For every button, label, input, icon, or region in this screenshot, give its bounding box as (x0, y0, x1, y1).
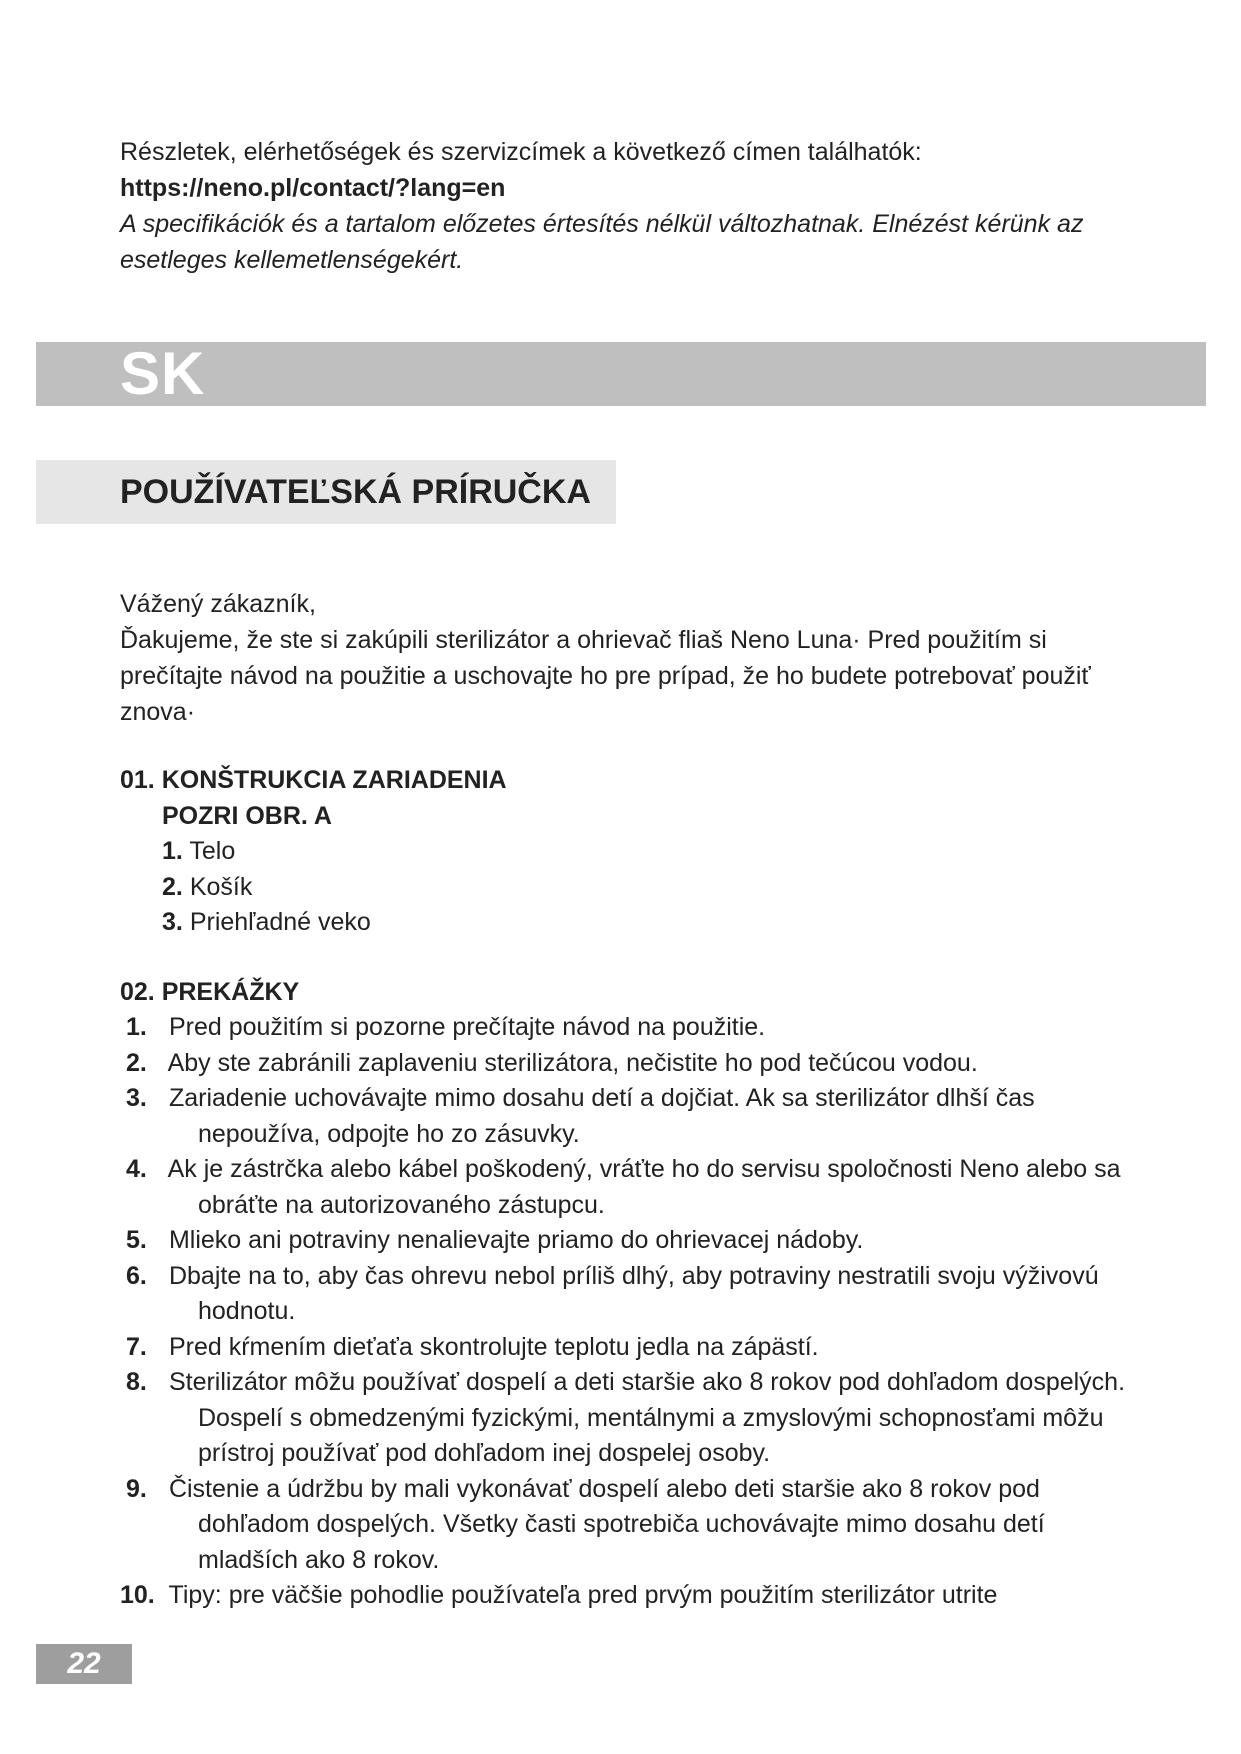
greeting-block (120, 586, 1140, 730)
intro-details: Részletek, elérhetőségek és szervizcímek a következő címen találhatók: (120, 138, 922, 166)
list-item: 2. Aby ste zabránili zaplaveniu sterilizátora, nečistite ho pod tečúcou vodou. (126, 1048, 978, 1077)
list-item: 4. Ak je zástrčka alebo kábel poškodený, vráťte ho do servisu spoločnosti Neno alebo sa obráťte na autorizovaného zástupcu. (126, 1155, 1121, 1219)
item-text: Pred kŕmením dieťaťa skontrolujte teplotu jedla na zápästí. (168, 1332, 819, 1361)
list-item: 3. Zariadenie uchovávajte mimo dosahu detí a dojčiat. Ak sa sterilizátor dlhší čas nepoužíva, odpojte ho zo zásuvky. (126, 1084, 1035, 1148)
intro-note: A specifikációk és a tartalom előzetes értesítés nélkül változhatnak. Elnézést kérünk az esetleges kellemetlenségekért. (120, 210, 1084, 274)
section1-heading: 01. KONŠTRUKCIA ZARIADENIA (120, 766, 507, 794)
section2-heading: 02. PREKÁŽKY (120, 978, 300, 1006)
section2-list (120, 1010, 1140, 1614)
item-text: Dbajte na to, aby čas ohrevu nebol príliš dlhý, aby potraviny nestratili svoju výživovú hodnotu. (168, 1261, 1099, 1325)
item-text: Košík (189, 872, 253, 901)
section1-subheading: POZRI OBR. A (162, 802, 332, 830)
list-item: 9. Čistenie a údržbu by mali vykonávať dospelí alebo deti staršie ako 8 rokov pod dohľadom dospelých. Všetky časti spotrebiča uchovávajte mimo dosahu detí mladších ako 8 rokov. (126, 1474, 1045, 1574)
language-code: SK (120, 340, 206, 407)
item-number: 1. (162, 837, 183, 865)
list-item: 1. Pred použitím si pozorne prečítajte návod na použitie. (126, 1013, 766, 1041)
greeting-paragraph: Ďakujeme, že ste si zakúpili sterilizátor a ohrievač fliaš Neno Luna· Pred použitím si prečítajte návod na použitie a uschovajte ho pre prípad, že ho budete potrebovať použiť znova· (120, 626, 1091, 726)
list-item: 5. Mlieko ani potraviny nenalievajte priamo do ohrievacej nádoby. (126, 1226, 864, 1254)
item-text: Telo (189, 837, 236, 865)
list-item: 10. Tipy: pre väčšie pohodlie používateľa pred prvým použitím sterilizátor utrite (120, 1581, 998, 1609)
list-item (162, 870, 507, 906)
item-text: Ak je zástrčka alebo kábel poškodený, vráťte ho do servisu spoločnosti Neno alebo sa obráťte na autorizovaného zástupcu. (167, 1155, 1121, 1219)
item-text: Priehľadné veko (189, 908, 371, 936)
item-text: Pred použitím si pozorne prečítajte návod na použitie. (168, 1013, 766, 1041)
language-bar (36, 342, 1206, 406)
list-item: 6. Dbajte na to, aby čas ohrevu nebol príliš dlhý, aby potraviny nestratili svoju výživovú hodnotu. (126, 1261, 1099, 1325)
item-number: 3. (162, 908, 183, 936)
item-text: Čistenie a údržbu by mali vykonávať dospelí alebo deti staršie ako 8 rokov pod dohľadom dospelých. Všetky časti spotrebiča uchovávajte mimo dosahu detí mladších ako 8 rokov. (168, 1474, 1045, 1574)
page-title: POUŽÍVATEĽSKÁ PRÍRUČKA (120, 473, 591, 511)
item-text: Aby ste zabránili zaplaveniu sterilizátora, nečistite ho pod tečúcou vodou. (167, 1048, 978, 1077)
section-precautions (120, 974, 1140, 1614)
item-text: Mlieko ani potraviny nenalievajte priamo do ohrievacej nádoby. (168, 1226, 864, 1254)
page-number: 22 (67, 1647, 101, 1680)
item-number: 2. (162, 872, 183, 901)
section-construction (120, 762, 507, 941)
list-item (162, 905, 507, 941)
item-text: Sterilizátor môžu používať dospelí a deti staršie ako 8 rokov pod dohľadom dospelých. Dospelí s obmedzenými fyzickými, mentálnymi a zmyslovými schopnosťami môžu prístroj používať pod dohľadom inej dospelej osoby. (168, 1368, 1126, 1467)
item-text: Tipy: pre väčšie pohodlie používateľa pred prvým použitím sterilizátor utrite (168, 1581, 998, 1609)
item-text: Zariadenie uchovávajte mimo dosahu detí a dojčiat. Ak sa sterilizátor dlhší čas nepoužíva, odpojte ho zo zásuvky. (168, 1084, 1035, 1148)
contact-link[interactable]: https://neno.pl/contact/?lang=en (120, 174, 506, 202)
list-item: 7. Pred kŕmením dieťaťa skontrolujte teplotu jedla na zápästí. (126, 1332, 819, 1361)
section1-list (162, 834, 507, 941)
list-item (162, 834, 507, 870)
intro-block (120, 134, 1140, 278)
list-item: 8. Sterilizátor môžu používať dospelí a deti staršie ako 8 rokov pod dohľadom dospelých. Dospelí s obmedzenými fyzickými, mentálnymi a zmyslovými schopnosťami môžu prístroj používať pod dohľadom inej dospelej osoby. (126, 1368, 1126, 1467)
salutation: Vážený zákazník, (120, 590, 316, 618)
